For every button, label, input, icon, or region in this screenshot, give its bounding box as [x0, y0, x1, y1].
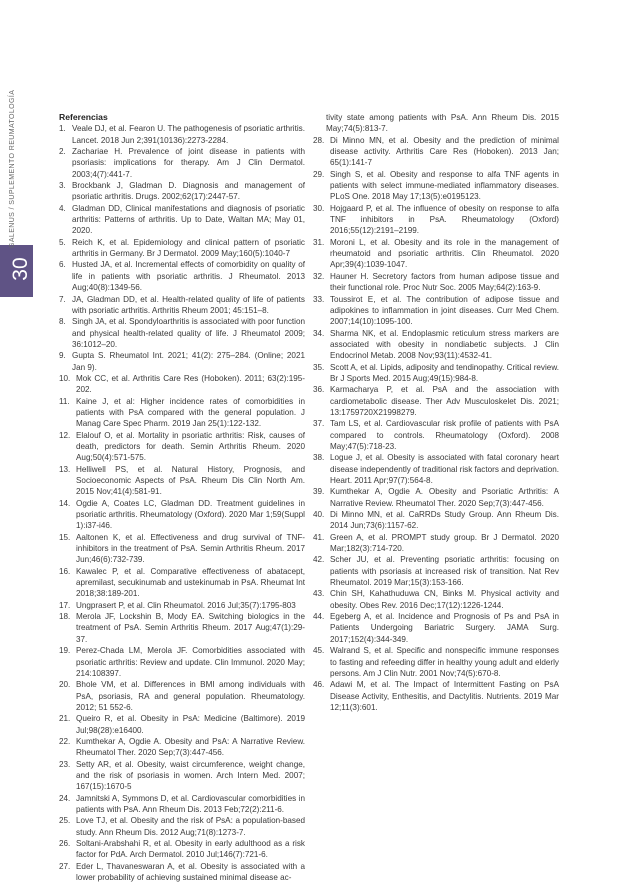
reference-text: Perez-Chada LM, Merola JF. Comorbidities associated with psoriatic arthritis: Review and update. Clin Immunol. 2020 May; 214:108397. [76, 646, 305, 678]
reference-number: 2. [59, 147, 66, 157]
reference-text: Scott A, et al. Lipids, adiposity and tendinopathy. Critical review. Br J Sports Med. 2015 Aug;49(15):984-8. [330, 362, 559, 383]
reference-item [59, 396, 305, 430]
reference-text: Helliwell PS, et al. Natural History, Prognosis, and Socioeconomic Aspects of PsA. Rheum Dis Clin North Am. 2015 Nov;41(4):581-91. [76, 464, 305, 497]
reference-item [59, 498, 305, 532]
reference-item [313, 271, 559, 294]
reference-text: Mok CC, et al. Arthritis Care Res (Hoboken). 2011; 63(2):195-202. [76, 373, 305, 395]
reference-text: Merola JF, Lockshin B, Mody EA. Switching biologics in the treatment of PsA. Semin Arthritis Rheum. 2017 Aug;47(1):29-37. [76, 612, 305, 644]
reference-number: 1. [59, 124, 66, 134]
reference-item [313, 294, 559, 328]
reference-text: Tam LS, et al. Cardiovascular risk profile of patients with PsA compared to controls. Rheumatology (Oxford). 2008 May;47(5):718-23. [330, 419, 559, 451]
reference-text: Walrand S, et al. Specific and nonspecific immune responses to fasting and refeeding differ in healthy young adult and elderly persons. Am J Clin Nutr. 2001 Nov;74(5):670-8. [330, 646, 559, 678]
reference-number: 15. [59, 532, 71, 542]
reference-item [313, 611, 559, 645]
reference-text: Egeberg A, et al. Incidence and Prognosis of Ps and PsA in Patients Undergoing Bariatric Surgery. JAMA Surg. 2017;152(4):344-349. [330, 612, 559, 644]
reference-number: 30. [313, 203, 325, 213]
reference-item [313, 554, 559, 588]
reference-number: 3. [59, 181, 66, 191]
reference-text: Elalouf O, et al. Mortality in psoriatic arthritis: Risk, causes of death, predictors for death. Semin Arthritis Rheum. 2020 Aug;50(4):571-575. [76, 430, 305, 463]
reference-text: Gupta S. Rheumatol Int. 2021; 41(2): 275–284. (Online; 2021 Jan 9). [72, 351, 305, 372]
reference-item [59, 203, 305, 237]
reference-text: Adawi M, et al. The Impact of Intermittent Fasting on PsA Disease Activity, Enthesitis, and Dactylitis. Nutrients. 2019 Mar 12;11(3):601. [330, 680, 559, 712]
reference-item [313, 135, 559, 169]
reference-number: 28. [313, 135, 325, 145]
reference-number: 14. [59, 498, 71, 508]
reference-text: Toussirot E, et al. The contribution of adipose tissue and adipokines to inflammation in joint diseases. Curr Med Chem. 2007;14(10):1095-100. [330, 294, 559, 327]
reference-item [59, 736, 305, 759]
reference-text: Setty AR, et al. Obesity, waist circumference, weight change, and the risk of psoriasis in women. Arch Intern Med. 2007; 167(15):1670-5 [76, 759, 305, 792]
reference-text: Kaine J, et al: Higher incidence rates of comorbidities in patients with PsA compared with the general population. J Manag Care Spec Pharm. 2019 Jan 25(1):122-132. [76, 396, 305, 429]
reference-number: 13. [59, 464, 71, 474]
reference-item [59, 815, 305, 838]
reference-number: 32. [313, 271, 325, 281]
reference-item [59, 430, 305, 464]
reference-item [313, 509, 559, 532]
reference-text: Scher JU, et al. Preventing psoriatic arthritis: focusing on patients with psoriasis at increased risk of transition. Nat Rev Rheumatol. 2019 Mar;15(3):153-166. [330, 555, 559, 588]
reference-text: Karmacharya P, et al. PsA and the association with cardiometabolic disease. Ther Adv Musculoskelet Dis. 2021; 13:1759720X21998279. [330, 385, 559, 417]
reference-item [313, 237, 559, 271]
reference-text: Aaltonen K, et al. Effectiveness and drug survival of TNF-inhibitors in the treatment of PsA. Semin Arthritis Rheum. 2017 Jun;46(6):732-739. [76, 532, 305, 565]
reference-item [313, 452, 559, 486]
reference-number: 41. [313, 532, 325, 542]
reference-number: 26. [59, 839, 71, 848]
reference-number: 36. [313, 385, 325, 395]
reference-item [59, 373, 305, 396]
reference-item [313, 418, 559, 452]
reference-item [313, 679, 559, 713]
reference-number: 35. [313, 362, 325, 372]
reference-item [313, 486, 559, 509]
reference-item [59, 861, 305, 883]
reference-number: 9. [59, 351, 66, 361]
reference-number: 34. [313, 328, 325, 338]
reference-number: 27. [59, 861, 71, 871]
reference-number: 16. [59, 566, 71, 576]
reference-number: 11. [59, 396, 70, 406]
reference-text: Queiro R, et al. Obesity in PsA: Medicine (Baltimore). 2019 Jul;98(28):e16400. [76, 714, 305, 735]
reference-number: 31. [313, 237, 325, 247]
reference-item [59, 464, 305, 498]
reference-text: Soltani-Arabshahi R, et al. Obesity in early adulthood as a risk factor for PdA. Arch Dermatol. 2010 Jul;146(7):721-6. [76, 839, 305, 860]
reference-item [59, 611, 305, 645]
reference-text: Sharma NK, et al. Endoplasmic reticulum stress markers are associated with obesity in nondiabetic subjects. J Clin Endocrinol Metab. 2008 Nov;93(11):4532-41. [330, 328, 559, 361]
reference-number: 38. [313, 453, 325, 463]
reference-number: 46. [313, 680, 325, 690]
reference-item [313, 169, 559, 203]
reference-item [59, 793, 305, 816]
reference-text: Eder L, Thavaneswaran A, et al. Obesity is associated with a lower probability of achieving sustained minimal disease ac- [76, 861, 305, 883]
reference-number: 18. [59, 612, 71, 622]
reference-text: Green A, et al. PROMPT study group. Br J Dermatol. 2020 Mar;182(3):714-720. [330, 532, 559, 554]
reference-number: 10. [59, 373, 71, 383]
reference-item [59, 350, 305, 373]
reference-number: 12. [59, 430, 71, 440]
reference-text: Hojgaard P, et al. The influence of obesity on response to alfa TNF inhibitors in PsA. Rheumatology (Oxford) 2016;55(12):2191–2199. [330, 203, 559, 236]
reference-item [59, 713, 305, 736]
reference-item [313, 112, 559, 135]
reference-item [59, 838, 305, 861]
reference-number: 45. [313, 646, 325, 656]
reference-number: 8. [59, 317, 66, 327]
reference-item [59, 146, 305, 180]
reference-number: 39. [313, 487, 325, 497]
reference-text: Husted JA, et al. Incremental effects of comorbidity on quality of life in patients with psoriatic arthritis. J Rheumatol. 2013 Aug;40(8):1349-56. [72, 260, 305, 293]
reference-number: 21. [59, 714, 71, 724]
reference-item [59, 180, 305, 203]
reference-number: 6. [59, 260, 66, 270]
reference-number: 22. [59, 736, 71, 746]
references-column-right [313, 112, 559, 713]
reference-text: JA, Gladman DD, et al. Health-related quality of life of patients with psoriatic arthritis. Arthritis Rheum 2001; 45:151–8. [72, 294, 305, 315]
reference-text: Logue J, et al. Obesity is associated with fatal coronary heart disease independently of traditional risk factors and deprivation. Heart. 2011 Apr;97(7):564-8. [330, 453, 559, 485]
reference-list-left [59, 123, 305, 883]
reference-number: 43. [313, 589, 325, 599]
reference-item [59, 645, 305, 679]
reference-item [59, 759, 305, 793]
reference-text: Reich K, et al. Epidemiology and clinical pattern of psoriatic arthritis in Germany. Br J Dermatol. 2009 May;160(5):1040-7 [72, 237, 305, 259]
reference-item [313, 203, 559, 237]
reference-text: Kawalec P, et al. Comparative effectiveness of abatacept, apremilast, secukinumab and ustekinumab in PsA. Rheumat Int 2018;38:189-201. [76, 566, 305, 599]
reference-number: 4. [59, 203, 66, 213]
reference-item [59, 532, 305, 566]
reference-item [313, 588, 559, 611]
reference-text: Ogdie A, Coates LC, Gladman DD. Treatment guidelines in psoriatic arthritis. Rheumatology (Oxford). 2020 Mar 1;59(Suppl 1):i37-i46. [76, 498, 305, 531]
reference-text: Singh S, et al. Obesity and response to alfa TNF agents in patients with select immune-mediated inflammatory diseases. PLoS One. 2018 May 17;13(5):e0195123. [330, 169, 559, 202]
reference-text: Ungprasert P, et al. Clin Rheumatol. 2016 Jul;35(7):1795-803 [76, 600, 296, 610]
reference-number: 24. [59, 793, 71, 803]
reference-number: 23. [59, 759, 71, 769]
reference-item [59, 316, 305, 350]
reference-number: 42. [313, 555, 325, 565]
reference-item [59, 566, 305, 600]
reference-text: tivity state among patients with PsA. Ann Rheum Dis. 2015 May;74(5):813-7. [326, 113, 559, 134]
reference-text: Kumthekar A, Ogdie A. Obesity and PsA: A Narrative Review. Rheumatol Ther. 2020 Sep;7(3):447-456. [76, 736, 305, 758]
reference-text: Love TJ, et al. Obesity and the risk of PsA: a population-based study. Ann Rheum Dis. 2012 Aug;71(8):1273-7. [76, 816, 305, 837]
references-column-left [59, 112, 305, 883]
references-heading: Referencias [59, 112, 108, 122]
reference-item [59, 294, 305, 317]
reference-item [313, 645, 559, 679]
reference-text: Singh JA, et al. Spondyloarthritis is associated with poor function and physical health-related quality of life. J Rheumatol 2009; 36:1012–20. [72, 317, 305, 349]
page-number: 30 [9, 257, 32, 281]
reference-item [59, 600, 305, 611]
reference-item [59, 237, 305, 260]
reference-number: 5. [59, 237, 66, 247]
reference-item [59, 123, 305, 146]
reference-number: 44. [313, 612, 325, 622]
reference-text: Zachariae H. Prevalence of joint disease in patients with psoriasis: implications for therapy. Am J Clin Dermatol. 2003;4(7):441-7. [72, 147, 305, 179]
reference-text: Di Minno MN, et al. Obesity and the prediction of minimal disease activity. Arthritis Care Res (Hoboken). 2013 Jan; 65(1):141-7 [330, 135, 559, 168]
reference-text: Brockbank J, Gladman D. Diagnosis and management of psoriatic arthritis. Drugs. 2002;62(17):2447-57. [72, 181, 305, 202]
reference-item [313, 532, 559, 555]
running-head: GALENUS / SUPLEMENTO REUMATOLOGÍA [9, 89, 16, 248]
reference-number: 40. [313, 510, 325, 520]
reference-text: Gladman DD, Clinical manifestations and diagnosis of psoriatic arthritis: Patterns of arthritis. Up to Date, Waltan MA; May 01, 2020. [72, 203, 305, 236]
reference-item [313, 362, 559, 385]
reference-number: 19. [59, 646, 71, 656]
reference-text: Jamnitski A, Symmons D, et al. Cardiovascular comorbidities in patients with PsA. Ann Rheum Dis. 2013 Feb;72(2):211-6. [76, 793, 305, 814]
reference-item [59, 259, 305, 293]
reference-number: 33. [313, 294, 325, 304]
reference-number: 17. [59, 600, 71, 610]
reference-item [313, 384, 559, 418]
reference-item [59, 679, 305, 713]
reference-text: Di Minno MN, et al. CaRRDs Study Group. Ann Rheum Dis. 2014 Jun;73(6):1157-62. [330, 510, 559, 531]
reference-number: 20. [59, 680, 71, 690]
reference-text: Hauner H. Secretory factors from human adipose tissue and their functional role. Proc Nutr Soc. 2005 May;64(2):163-9. [330, 271, 559, 293]
reference-text: Kumthekar A, Ogdie A. Obesity and Psoriatic Arthritis: A Narrative Review. Rheumatol Ther. 2020 Sep;7(3):447-456. [330, 487, 559, 508]
reference-number: 25. [59, 816, 71, 826]
reference-text: Bhole VM, et al. Differences in BMI among individuals with PsA, psoriasis, RA and general population. Rheumatology. 2012; 51 552-6. [76, 680, 305, 712]
reference-item [313, 328, 559, 362]
reference-text: Moroni L, et al. Obesity and its role in the management of rheumatoid and psoriatic arthritis. Clin Rheumatol. 2020 Apr;39(4):1039-1047. [330, 237, 559, 270]
reference-text: Veale DJ, et al. Fearon U. The pathogenesis of psoriatic arthritis. Lancet. 2018 Jun 2;391(10136):2273-2284. [72, 124, 305, 145]
reference-number: 7. [59, 294, 66, 304]
reference-text: Chin SH, Kahathuduwa CN, Binks M. Physical activity and obesity. Obes Rev. 2016 Dec;17(12):1226-1244. [330, 589, 559, 610]
reference-number: 29. [313, 169, 325, 179]
reference-list-right [313, 112, 559, 713]
reference-number: 37. [313, 419, 325, 429]
